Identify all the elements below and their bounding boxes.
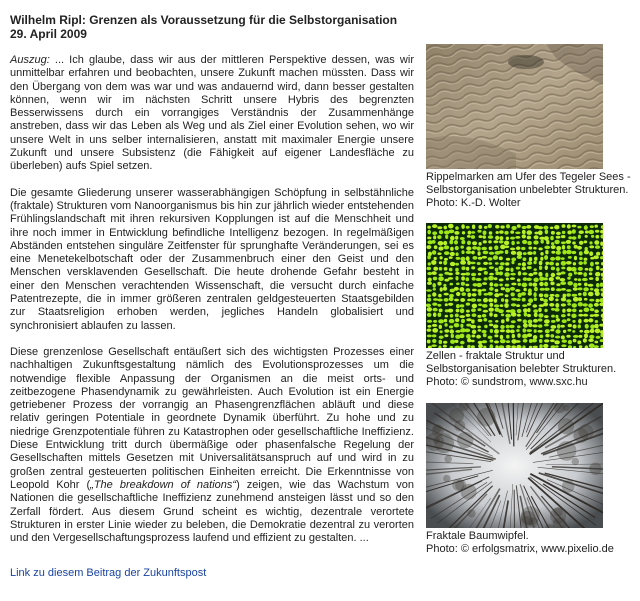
article-title: Wilhelm Ripl: Grenzen als Voraussetzung für die Selbstorganisation [10, 13, 398, 27]
paragraph-3-text-b: ) zeigen, wie das Wachstum von Nationen die gesellschaftliche Ineffizienz zunehmend ansteigen lässt und so den Zerfall fördert. Aus diesem Grund scheint es wichtig, dezentrale verortete Strukturen in erster Linie wieder zu beleben, die Demokratie dezentral zu verorten und den Vergesellschaftungsprozess laufend und effizient zu gestalten. ... [10, 478, 414, 545]
cells-caption-text: Zellen - fraktale Struktur und Selbstorganisation belebter Strukturen. [426, 350, 617, 375]
figure-ripple-marks [426, 44, 636, 210]
excerpt-label: Auszug: [10, 54, 50, 66]
photo-sidebar [426, 44, 636, 556]
cells-caption [426, 350, 636, 389]
treetops-caption-text: Fraktale Baumwipfel. [426, 530, 529, 542]
treetops-photo [426, 403, 603, 528]
treetops-caption [426, 530, 636, 556]
ripple-marks-photo [426, 44, 603, 169]
ripple-marks-caption [426, 171, 636, 210]
treetops-credit: Photo: © erfolgsmatrix, www.pixelio.de [426, 543, 614, 555]
paragraph-2: Die gesamte Gliederung unserer wasserabhängigen Schöpfung in selbstähnliche (fraktale) Strukturen vom Nanoorganismus bis hin zur jährlich wieder entstehenden Frühlingslandschaft mit ihren rekursiven Kopplungen ist auf die Menschheit und ihre noch immer in Entwicklung befindliche Intelligenz bezogen. In regelmäßigen Abständen entstehen singuläre Zeitfenster für sprunghafte Veränderungen, sei es eine Menetekelbotschaft oder der Zusammenbruch einer den Geist und den Menschen versklavenden Gesellschaft. Die heute drohende Gefahr besteht in einer den Menschen verachtenden Wissenschaft, die versucht durch einfache Patentrezepte, die in immer größeren zentralen geldgesteuerten Staatsgebilden zur Staatsreligion erhoben werden, jegliches Handeln globalisiert und synchronisiert ablaufen zu lassen. [10, 186, 414, 332]
cells-credit: Photo: © sundstrom, www.sxc.hu [426, 376, 588, 388]
cells-photo [426, 223, 603, 348]
zukunftspost-link[interactable]: Link zu diesem Beitrag der Zukunftspost [10, 567, 207, 579]
figure-treetops [426, 403, 636, 556]
article-header [10, 13, 397, 41]
book-title: „The breakdown of nations“ [90, 478, 237, 491]
article-date: 29. April 2009 [10, 27, 87, 41]
paragraph-3-text-a: Diese grenzenlose Gesellschaft entäußert sich des wichtigsten Prozesses einer nachhaltigen Zukunftsgestaltung nämlich des Evolutionsprozesses um die notwendige flexible Anpassung der Organismen an die meist orts- und zeitbezogene Phasendynamik zu gewährleisten. Auch Evolution ist ein Energie getriebener Prozess der vorrangig an Phasengrenzflächen abläuft und diese relativ geringen Potentiale in geordnete Dynamik überführt. Zu hohe und zu niedrige Grenzpotentiale führen zu Katastrophen oder gesellschaftliche Ineffizienz. Diese Entwicklung tritt durch übermäßige oder phasenfalsche Regelung der Gesellschaften mittels Gesetzen mit Universalitätsanspruch auf und wird in zu großen zentral gesteuerten politischen Einheiten erreicht. Die Erkenntnisse von Leopold Kohr ( [10, 345, 414, 491]
paragraph-1-text: ... Ich glaube, dass wir aus der mittleren Perspektive dessen, was wir unmittelbar erfahren und beobachten, unsere Zukunft machen müssten. Dass wir den Übergang von dem was war und was andauernd wird, dann besser gestalten können, wenn wir im nächsten Schritt unsere Hybris des begrenzten Besserwissens durch ein vorrangiges Verständnis der Zusammenhänge anstreben, dass wir das Leben als Weg und als Ziel einer Evolution sehen, wo wir unsere Welt in uns selber internalisieren, anstatt mit maximaler Energie unsere Zukunft und unsere Subsistenz (die Fähigkeit auf eigener Landesfläche zu überleben) aufs Spiel setzen. [10, 54, 414, 173]
article-body [10, 54, 414, 558]
figure-cells [426, 223, 636, 389]
ripple-marks-credit: Photo: K.-D. Wolter [426, 197, 521, 209]
paragraph-3 [10, 346, 414, 545]
paragraph-1 [10, 54, 414, 174]
ripple-marks-caption-text: Rippelmarken am Ufer des Tegeler Sees - Selbstorganisation unbelebter Strukturen. [426, 171, 631, 196]
